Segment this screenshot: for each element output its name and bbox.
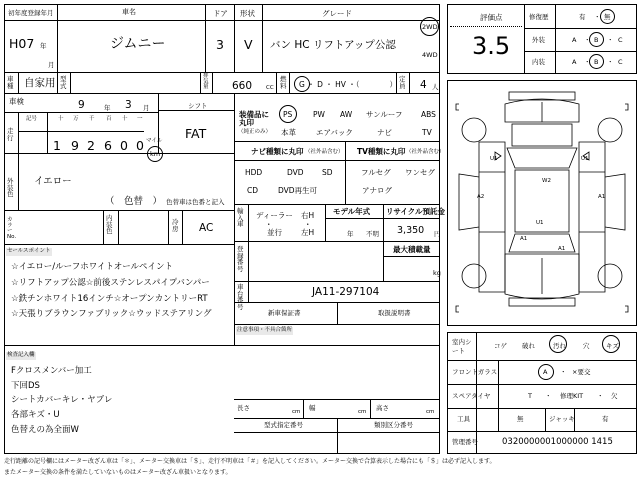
tools-label: 工具 — [457, 415, 470, 423]
seat-label: 室内シート — [452, 338, 472, 356]
shape-value: V — [244, 37, 253, 52]
repair-label: 修復歴 — [529, 13, 549, 21]
displacement-value: 660 — [232, 80, 253, 92]
new-car-warranty: 新車保証書 — [268, 309, 301, 317]
color-label: 外装色 — [7, 177, 14, 198]
mileage-digits: 1 9 2 6 0 0 — [53, 138, 144, 153]
model-year-label: モデル年式 — [333, 207, 371, 216]
inspector-note-line: シートカバーキレ・ヤブレ — [11, 395, 113, 405]
drive-4wd: 4WD — [422, 51, 438, 59]
spare-dot1: ・ — [545, 392, 552, 400]
color-paren: （ 色替 ） — [105, 196, 163, 207]
inspection-year: 9 — [78, 99, 85, 111]
capacity-value: 4 — [420, 79, 427, 91]
seat-stain-circle — [549, 335, 567, 353]
capacity-unit: 人 — [432, 83, 439, 91]
sales-point-line: ☆イエロー/ルーフホワイトオールペイント — [11, 262, 174, 272]
diagram-label: W2 — [542, 178, 551, 184]
notes-label: 注意事項・不具合箇所 — [237, 327, 293, 333]
navi-sub: （社外品含む） — [305, 149, 344, 155]
first-reg-year: H07 — [9, 36, 35, 51]
mgmt-label: 管理番号 — [452, 438, 478, 446]
shape-label: 形状 — [240, 9, 255, 18]
diagram-label: A1 — [598, 194, 606, 200]
inspection-year-unit: 年 — [104, 104, 111, 112]
cc-unit: CC — [266, 85, 274, 91]
inspector-note-line: Fクロスメンバー加工 — [11, 366, 92, 376]
spare-missing: 欠 — [611, 392, 618, 400]
dim-length: 長さ — [237, 404, 250, 412]
spare-t: T — [528, 392, 532, 400]
first-reg-year-unit: 年 — [40, 42, 47, 50]
ext-a: A — [572, 36, 577, 44]
designation-label: 型式指定番号 — [264, 421, 303, 429]
navi-label: ナビ種類に丸印 — [251, 147, 304, 156]
color-note: 色替車は色番と記入 — [166, 198, 225, 206]
windshield-replace: ×要交 — [572, 368, 591, 376]
sales-point-line: ☆鉄チンホワイト16インチ☆オープンカントリーRT — [11, 294, 208, 304]
category-value: 自家用 — [24, 77, 56, 89]
windshield-label: フロントガラス — [452, 368, 498, 376]
recycle-unit: 円 — [434, 230, 441, 238]
diagram-label: A1 — [558, 246, 566, 252]
chassis-value: JA11-297104 — [312, 286, 380, 298]
dim-width: 幅 — [309, 404, 316, 412]
doors-label: ドア — [213, 9, 228, 18]
int-b: B — [594, 58, 599, 66]
sales-point-line: ☆天張りブラウンファブリック☆ウッドステアリング — [11, 309, 212, 319]
dim-width-cm: cm — [358, 409, 367, 415]
spare-label: スペアタイヤ — [452, 392, 491, 400]
class-label: 類別区分番号 — [374, 421, 413, 429]
car-diagram — [447, 80, 637, 326]
windshield-a: A — [543, 368, 548, 376]
unit-mile: マイル — [146, 138, 163, 144]
spare-kit: 修理KIT — [560, 392, 584, 400]
fuel-options: G ・ D ・ HV ・（ ） — [299, 80, 398, 89]
int-dot2: ・ — [607, 58, 614, 66]
jack-label: ジャッキ — [549, 415, 575, 423]
mileage-label: 走行 — [7, 127, 14, 142]
inspection-month-unit: 月 — [143, 104, 150, 112]
diagram-label: U1 — [490, 156, 498, 162]
first-reg-month-unit: 月 — [48, 61, 55, 69]
int-a: A — [572, 58, 577, 66]
sales-point-line: ☆リフトアップ公認☆前後ステンレスパイプバンパー — [11, 278, 210, 288]
ac-label: 冷房 — [172, 218, 179, 233]
seat-scratch-circle — [602, 335, 620, 353]
mgmt-value: 0320000001000000 1415 — [502, 437, 613, 447]
manual: 取扱説明書 — [378, 309, 411, 317]
model-year-unit: 年 — [347, 230, 354, 238]
reg-no-label: 登録番号 — [237, 245, 244, 273]
max-load-label: 最大積載量 — [393, 245, 431, 254]
mileage-headers: 記号 十 万 千 百 十 一 — [26, 116, 143, 122]
drive-2wd: 2WD — [422, 23, 438, 31]
ext-c: C — [618, 36, 623, 44]
score-value: 3.5 — [472, 32, 511, 60]
ext-dot2: ・ — [607, 36, 614, 44]
interior-label: 内装 — [532, 58, 545, 66]
diagram-label: A1 — [520, 236, 528, 242]
unit-km: km — [150, 150, 161, 158]
ext-b: B — [594, 36, 599, 44]
inspection-label: 車検 — [9, 97, 24, 106]
inspector-note-line: 下回DS — [11, 381, 40, 391]
import-right: 右H — [301, 211, 315, 220]
tv-sub: （社外品含む） — [406, 149, 445, 155]
car-outline-icon — [449, 82, 635, 324]
repair-no: 無 — [604, 13, 611, 21]
import-dealer: ディーラー — [256, 211, 293, 220]
displacement-label: 排気量 — [203, 73, 209, 90]
equipment-sub: （純正のみ） — [238, 129, 272, 135]
color-no-label: カラーNo. — [7, 217, 17, 240]
tv-label: TV種類に丸印 — [357, 147, 406, 156]
score-label: 評価点 — [480, 13, 503, 22]
dim-length-cm: cm — [292, 409, 301, 415]
type-label: 型式 — [60, 75, 67, 90]
import-dot-1: ・ — [265, 220, 273, 229]
int-dot1: ・ — [584, 58, 591, 66]
inspector-notes-label: 検査記入欄 — [7, 352, 35, 358]
exterior-label: 外装 — [532, 36, 545, 44]
import-label: 輸入車 — [237, 207, 244, 228]
model-year-unknown: 不明 — [366, 230, 379, 238]
shift-value: FAT — [185, 126, 207, 141]
inspector-note-line: 色替えの為全面W — [11, 425, 79, 435]
max-load-unit: kg — [433, 269, 441, 277]
color-value: イエロー — [34, 176, 72, 187]
diagram-label: U1 — [536, 220, 544, 226]
import-left: 左H — [301, 228, 315, 237]
windshield-dot: ・ — [560, 368, 567, 376]
tools-value: 無 — [517, 415, 524, 423]
chassis-label: 車台番号 — [237, 283, 244, 311]
sales-points-label: セールスポイント — [7, 248, 51, 254]
grade-label: グレード — [322, 9, 352, 18]
category-label: 車種 — [7, 75, 14, 90]
first-reg-label: 初年度登録年月 — [8, 9, 54, 17]
repair-dot: ・ — [594, 13, 601, 21]
doors-value: 3 — [216, 37, 224, 52]
dim-height: 高さ — [376, 404, 389, 412]
fuel-label: 燃料 — [280, 75, 287, 90]
ac-value: AC — [199, 222, 214, 234]
capacity-label: 定員 — [399, 75, 406, 90]
dim-height-cm: cm — [426, 409, 435, 415]
shift-label: シフト — [188, 102, 208, 110]
equipment-label: 装備品に丸印 — [239, 110, 269, 128]
import-dot-2: ・ — [304, 220, 312, 229]
jack-value: 有 — [602, 415, 609, 423]
inspector-note-line: 各部キズ・U — [11, 410, 60, 420]
diagram-label: U1 — [581, 156, 589, 162]
car-name-label: 車名 — [122, 8, 136, 16]
footer-line-2: またメーター交換の条件を満たしていないものはメーター改ざん車扱いとなります。 — [4, 469, 232, 476]
interior-color-label: 内装色 — [106, 214, 113, 235]
import-parallel: 並行 — [267, 228, 282, 237]
ext-dot1: ・ — [584, 36, 591, 44]
car-name: ジムニー — [110, 36, 166, 52]
footer-line-1: 走行距離の記号欄にはメーター改ざん車は「＊」、メーター交換車は「＄」、走行不明車は「＃」を記入してください。メーター交換で合算表示した場合にも「＄」は必ず記入します。 — [4, 458, 496, 465]
int-c: C — [618, 58, 623, 66]
spare-dot2: ・ — [597, 392, 604, 400]
repair-yes: 有 — [579, 13, 586, 21]
inspection-month: 3 — [125, 99, 132, 111]
recycle-value: 3,350 — [397, 225, 425, 236]
diagram-label: A2 — [477, 194, 485, 200]
grade-value: バン HC リフトアップ公認 — [270, 39, 396, 51]
recycle-label: リサイクル預託金 — [386, 207, 445, 216]
